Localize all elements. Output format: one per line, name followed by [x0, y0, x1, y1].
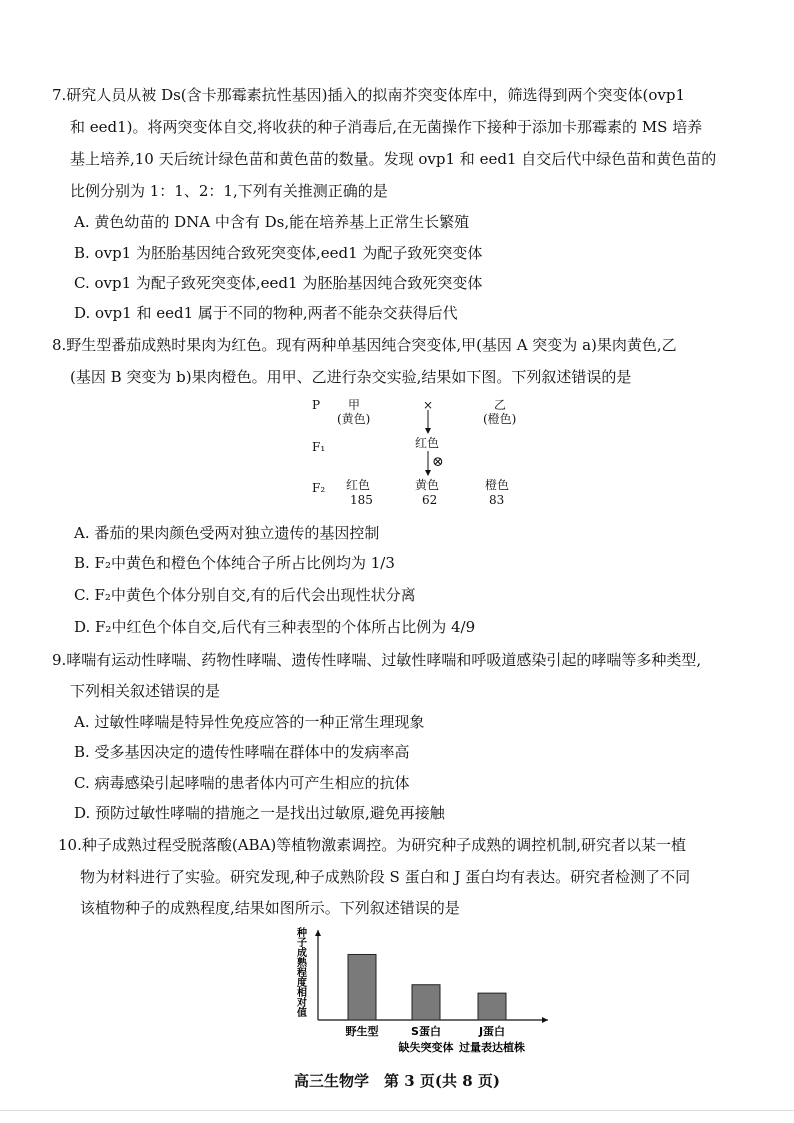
- cross-f2-red-count: 185: [350, 493, 373, 507]
- chart-x-tick-label: J蛋白: [478, 1025, 506, 1038]
- page-footer: 高三生物学 第 3 页(共 8 页): [294, 1072, 500, 1090]
- q9-option-c: C. 病毒感染引起哮喘的患者体内可产生相应的抗体: [74, 774, 410, 792]
- chart-bar: [478, 993, 506, 1020]
- q7-line-1: 7.研究人员从被 Ds(含卡那霉素抗性基因)插入的拟南芥突变体库中，筛选得到两个突变体(ovp1: [52, 86, 686, 104]
- q9-line-1: 9.哮喘有运动性哮喘、药物性哮喘、遗传性哮喘、过敏性哮喘和呼吸道感染引起的哮喘等多种类型,: [52, 651, 702, 669]
- q7-line-4: 比例分别为 1：1、2：1,下列有关推测正确的是: [70, 182, 388, 200]
- q10-line-1: 10.种子成熟过程受脱落酸(ABA)等植物激素调控。为研究种子成熟的调控机制,研究者以某一植: [58, 836, 687, 854]
- chart-bar: [412, 985, 440, 1020]
- q9-line-2: 下列相关叙述错误的是: [70, 682, 221, 700]
- page-bottom-rule: [0, 1110, 794, 1111]
- q8-option-b: B. F₂中黄色和橙色个体纯合子所占比例均为 1/3: [74, 554, 395, 572]
- q8-option-c: C. F₂中黄色个体分别自交,有的后代会出现性状分离: [74, 586, 416, 604]
- cross-parent1-color: (黄色): [337, 412, 371, 426]
- cross-f2-yellow: 黄色: [415, 478, 440, 492]
- chart-x-axis-arrow: [542, 1017, 548, 1023]
- q8-line-2: (基因 B 突变为 b)果肉橙色。用甲、乙进行杂交实验,结果如下图。下列叙述错误的是: [70, 368, 632, 386]
- q9-option-d: D. 预防过敏性哮喘的措施之一是找出过敏原,避免再接触: [74, 804, 445, 822]
- chart-ylabel-char: 相: [297, 988, 307, 999]
- q10-line-3: 该植物种子的成熟程度,结果如图所示。下列叙述错误的是: [80, 899, 460, 917]
- q8-option-a: A. 番茄的果肉颜色受两对独立遗传的基因控制: [74, 524, 380, 542]
- cross-f2-red: 红色: [346, 478, 371, 492]
- chart-ylabel-char: 对: [297, 998, 307, 1009]
- cross-symbol: ×: [423, 398, 434, 412]
- chart-ylabel-char: 程: [297, 968, 307, 979]
- chart-y-axis-arrow: [315, 930, 321, 936]
- bar-chart: [280, 924, 560, 1064]
- chart-ylabel-char: 熟: [297, 958, 307, 969]
- chart-x-tick-label: 野生型: [345, 1025, 379, 1038]
- chart-ylabel-char: 种: [297, 928, 307, 939]
- chart-ylabel: [296, 926, 308, 1019]
- q8-line-1: 8.野生型番茄成熟时果肉为红色。现有两种单基因纯合突变体,甲(基因 A 突变为 a)果肉黄色,乙: [52, 336, 677, 354]
- q7-option-a: A. 黄色幼苗的 DNA 中含有 Ds,能在培养基上正常生长繁殖: [74, 213, 470, 231]
- q10-line-2: 物为材料进行了实验。研究发现,种子成熟阶段 S 蛋白和 J 蛋白均有表达。研究者检测了不同: [80, 868, 691, 886]
- arrow-p-to-f1-head: [425, 428, 431, 434]
- cross-arrows: [0, 0, 794, 520]
- q7-line-2: 和 eed1)。将两突变体自交,将收获的种子消毒后,在无菌操作下接种于添加卡那霉素的 MS 培养: [70, 118, 703, 136]
- chart-x-tick-label: S蛋白: [411, 1025, 441, 1038]
- chart-x-tick-sublabel: 过量表达植株: [459, 1041, 525, 1054]
- q7-line-3: 基上培养,10 天后统计绿色苗和黄色苗的数量。发现 ovp1 和 eed1 自交后代中绿色苗和黄色苗的: [70, 150, 717, 168]
- chart-ylabel-char: 成: [297, 948, 307, 959]
- chart-ylabel-char: 度: [297, 978, 307, 989]
- cross-parent2-color: (橙色): [483, 412, 517, 426]
- cross-f2-yellow-count: 62: [422, 493, 438, 507]
- q7-option-c: C. ovp1 为配子致死突变体,eed1 为胚胎基因纯合致死突变体: [74, 274, 483, 292]
- cross-parent2: 乙: [494, 398, 507, 412]
- q9-option-b: B. 受多基因决定的遗传性哮喘在群体中的发病率高: [74, 743, 410, 761]
- cross-self-symbol: ⊗: [432, 454, 444, 470]
- chart-ylabel-char: 值: [297, 1008, 307, 1019]
- q8-option-d: D. F₂中红色个体自交,后代有三种表型的个体所占比例为 4/9: [74, 618, 476, 636]
- cross-parent1: 甲: [348, 398, 361, 412]
- arrow-f1-to-f2-head: [425, 470, 431, 476]
- chart-ylabel-char: 子: [297, 938, 307, 949]
- q7-option-d: D. ovp1 和 eed1 属于不同的物种,两者不能杂交获得后代: [74, 304, 458, 322]
- cross-f1-label: F₁: [312, 440, 326, 454]
- cross-f1-color: 红色: [415, 436, 440, 450]
- q7-option-b: B. ovp1 为胚胎基因纯合致死突变体,eed1 为配子致死突变体: [74, 244, 483, 262]
- cross-f2-label: F₂: [312, 481, 326, 495]
- cross-f2-orange-count: 83: [489, 493, 505, 507]
- q9-option-a: A. 过敏性哮喘是特异性免疫应答的一种正常生理现象: [74, 713, 425, 731]
- chart-x-tick-sublabel: 缺失突变体: [398, 1041, 454, 1054]
- chart-bar: [348, 954, 376, 1020]
- cross-p-label: P: [312, 398, 321, 412]
- cross-f2-orange: 橙色: [485, 478, 510, 492]
